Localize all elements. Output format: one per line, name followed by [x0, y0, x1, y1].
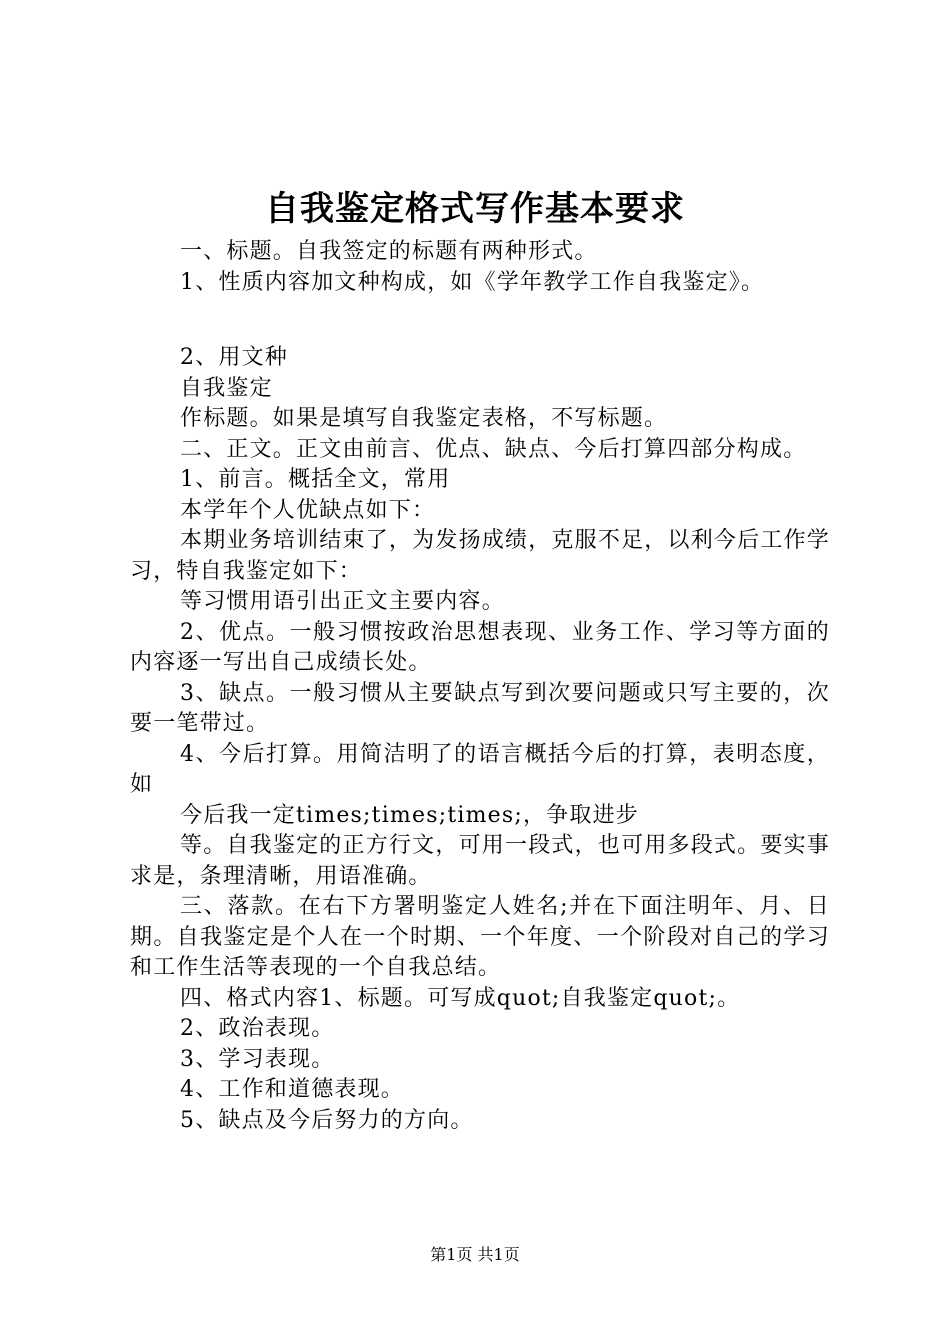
paragraph: 2、优点。一般习惯按政治思想表现、业务工作、学习等方面的内容逐一写出自己成绩长处。 [130, 619, 830, 675]
paragraph: 3、缺点。一般习惯从主要缺点写到次要问题或只写主要的，次要一笔带过。 [130, 680, 830, 736]
paragraph: 2、政治表现。 [180, 1016, 335, 1041]
page-footer: 第1页 共1页 [430, 1245, 520, 1264]
document-title: 自我鉴定格式写作基本要求 [265, 189, 685, 229]
paragraph: 5、缺点及今后努力的方向。 [180, 1107, 474, 1133]
paragraph: 4、今后打算。用简洁明了的语言概括今后的打算，表明态度，如 [130, 741, 830, 797]
paragraph: 1、性质内容加文种构成，如《学年教学工作自我鉴定》。 [180, 269, 765, 295]
paragraph: 一、标题。自我签定的标题有两种形式。 [180, 239, 598, 264]
paragraph: 自我鉴定 [180, 375, 273, 401]
paragraph: 今后我一定times;times;times;，争取进步 [180, 802, 639, 828]
paragraph: 4、工作和道德表现。 [180, 1077, 404, 1102]
paragraph: 2、用文种 [180, 345, 288, 370]
paragraph: 本学年个人优缺点如下： [180, 497, 436, 523]
paragraph: 本期业务培训结束了，为发扬成绩，克服不足，以利今后工作学习，特自我鉴定如下： [130, 528, 830, 584]
paragraph: 作标题。如果是填写自我鉴定表格，不写标题。 [180, 406, 668, 431]
paragraph: 1、前言。概括全文，常用 [180, 467, 451, 492]
paragraph: 四、格式内容1、标题。可写成quot;自我鉴定quot;。 [180, 985, 741, 1011]
paragraph: 等习惯用语引出正文主要内容。 [180, 589, 505, 614]
document-body [130, 237, 830, 1136]
paragraph: 等。自我鉴定的正方行文，可用一段式，也可用多段式。要实事求是，条理清晰，用语准确。 [130, 833, 830, 889]
paragraph: 3、学习表现。 [180, 1046, 335, 1072]
paragraph-spacer [130, 298, 830, 343]
paragraph: 二、正文。正文由前言、优点、缺点、今后打算四部分构成。 [180, 436, 807, 462]
paragraph: 三、落款。在右下方署明鉴定人姓名;并在下面注明年、月、日期。自我鉴定是个人在一个时期、一个年度、一个阶段对自己的学习和工作生活等表现的一个自我总结。 [130, 894, 830, 980]
